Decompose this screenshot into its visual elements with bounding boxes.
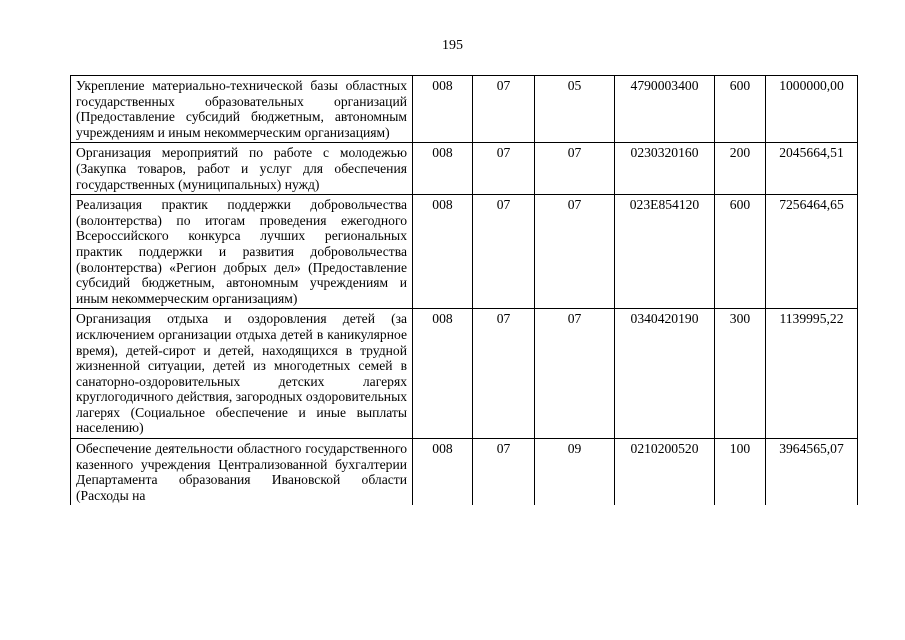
table-row	[71, 76, 858, 143]
subsection-code: 07	[535, 195, 615, 309]
table-row	[71, 195, 858, 309]
amount: 1000000,00	[766, 76, 858, 143]
target-article-code: 0210200520	[615, 439, 715, 506]
table-row	[71, 439, 858, 506]
row-description: Обеспечение деятельности областного государственного казенного учреждения Централизованной бухгалтерии Департамента образования Ивановской области (Расходы на	[71, 439, 413, 506]
section-code: 07	[473, 439, 535, 506]
row-description: Организация отдыха и оздоровления детей (за исключением организации отдыха детей в каникулярное время), детей-сирот и детей, находящихся в трудной жизненной ситуации, детей из многодетных семей в санаторно-оздоровительных детских лагерях круглогодичного действия, загородных оздоровительных лагерях (Социальное обеспечение и иные выплаты населению)	[71, 309, 413, 439]
ministry-code: 008	[413, 143, 473, 195]
amount: 7256464,65	[766, 195, 858, 309]
amount: 2045664,51	[766, 143, 858, 195]
subsection-code: 07	[535, 309, 615, 439]
row-description: Реализация практик поддержки добровольчества (волонтерства) по итогам проведения ежегодного Всероссийского конкурса лучших региональных практик поддержки и развития добровольчества (волонтерства) «Регион добрых дел» (Предоставление субсидий бюджетным, автономным учреждениям и иным некоммерческим организациям)	[71, 195, 413, 309]
ministry-code: 008	[413, 76, 473, 143]
target-article-code: 023E854120	[615, 195, 715, 309]
section-code: 07	[473, 143, 535, 195]
target-article-code: 4790003400	[615, 76, 715, 143]
budget-table	[70, 75, 858, 505]
expense-type-code: 100	[715, 439, 766, 506]
amount: 3964565,07	[766, 439, 858, 506]
row-description: Организация мероприятий по работе с молодежью (Закупка товаров, работ и услуг для обеспечения государственных (муниципальных) нужд)	[71, 143, 413, 195]
ministry-code: 008	[413, 309, 473, 439]
section-code: 07	[473, 76, 535, 143]
subsection-code: 09	[535, 439, 615, 506]
target-article-code: 0340420190	[615, 309, 715, 439]
ministry-code: 008	[413, 439, 473, 506]
row-description: Укрепление материально-технической базы областных государственных образовательных организаций (Предоставление субсидий бюджетным, автономным учреждениям и иным некоммерческим организациям)	[71, 76, 413, 143]
expense-type-code: 600	[715, 195, 766, 309]
subsection-code: 07	[535, 143, 615, 195]
table-row	[71, 309, 858, 439]
expense-type-code: 600	[715, 76, 766, 143]
target-article-code: 0230320160	[615, 143, 715, 195]
amount: 1139995,22	[766, 309, 858, 439]
ministry-code: 008	[413, 195, 473, 309]
page-number: 195	[442, 38, 463, 53]
section-code: 07	[473, 309, 535, 439]
expense-type-code: 300	[715, 309, 766, 439]
expense-type-code: 200	[715, 143, 766, 195]
section-code: 07	[473, 195, 535, 309]
subsection-code: 05	[535, 76, 615, 143]
table-row	[71, 143, 858, 195]
